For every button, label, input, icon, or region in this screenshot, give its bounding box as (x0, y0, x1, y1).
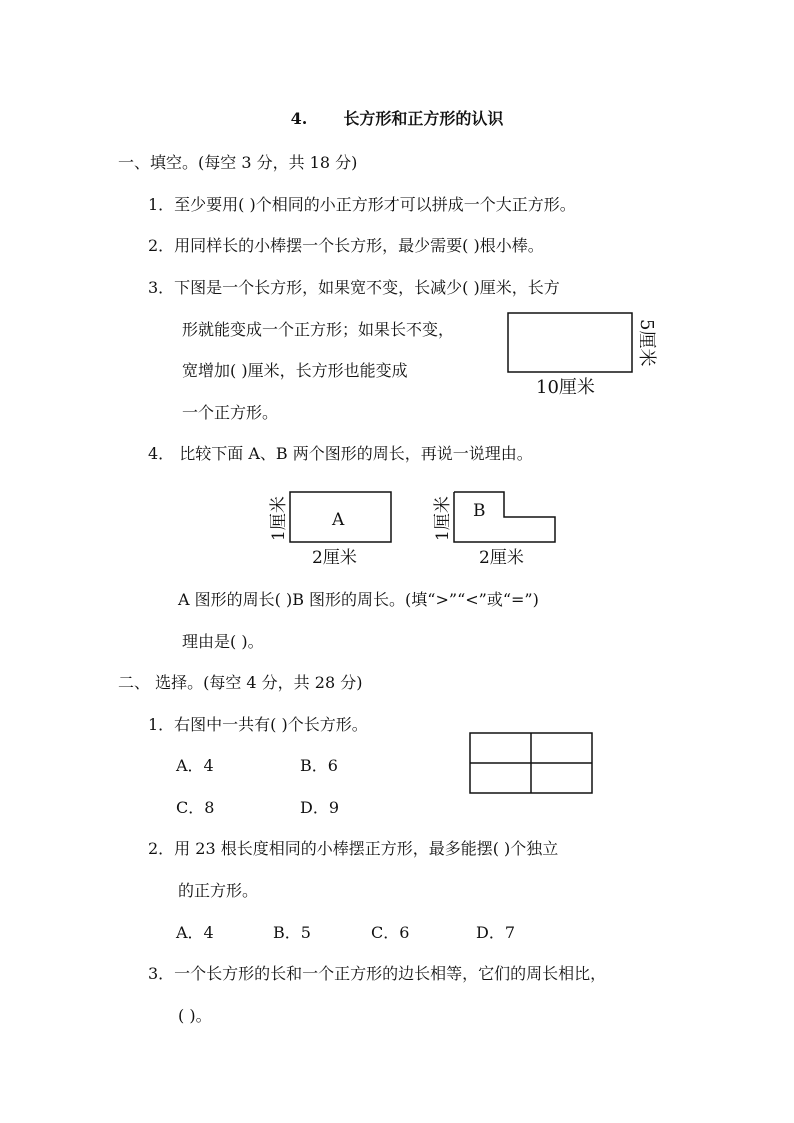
rectangle-width-label: 5厘米 (636, 319, 657, 367)
figure-a-side-label: 1厘米 (269, 496, 289, 541)
question-2-1-stem: 1．右图中一共有( )个长方形。 (148, 715, 368, 734)
question-1-2: 2．用同样长的小棒摆一个长方形，最少需要( )根小棒。 (148, 236, 544, 255)
option-2-1-b: B．6 (300, 756, 338, 775)
option-2-1-a: A．4 (176, 756, 214, 775)
option-2-1-d: D．9 (300, 798, 340, 817)
question-1-3-line3: 宽增加( )厘米，长方形也能变成 (182, 361, 408, 380)
figure-a-bottom-label: 2厘米 (312, 548, 357, 568)
rectangle-figure (500, 305, 670, 405)
question-2-2-line2: 的正方形。 (178, 881, 259, 900)
option-2-2-b: B．5 (273, 923, 311, 942)
question-1-3-line4: 一个正方形。 (182, 403, 279, 422)
figure-b-shape (454, 492, 555, 542)
option-2-2-d: D．7 (476, 923, 516, 942)
question-2-2-line1: 2．用 23 根长度相同的小棒摆正方形，最多能摆( )个独立 (148, 839, 559, 858)
figure-a-label: A (332, 510, 345, 530)
figure-b-bottom-label: 2厘米 (479, 548, 524, 568)
title-number: 4. (290, 109, 308, 128)
question-1-4-line2: A 图形的周长( )B 图形的周长。(填“>”“<”或“=”) (178, 590, 539, 609)
option-2-1-c: C．8 (176, 798, 215, 817)
question-1-1: 1．至少要用( )个相同的小正方形才可以拼成一个大正方形。 (148, 195, 576, 214)
question-1-4-line3: 理由是( )。 (182, 632, 264, 651)
option-2-2-c: C．6 (371, 923, 410, 942)
figure-a (262, 485, 402, 570)
option-2-2-a: A．4 (176, 923, 214, 942)
question-1-3-line2: 形就能变成一个正方形；如果长不变， (182, 320, 455, 339)
figure-b-side-label: 1厘米 (433, 496, 453, 541)
question-2-3-line1: 3．一个长方形的长和一个正方形的边长相等，它们的周长相比， (148, 964, 607, 983)
section-1-heading: 一、填空。(每空 3 分，共 18 分) (118, 153, 358, 172)
question-1-3-line1: 3．下图是一个长方形，如果宽不变，长减少( )厘米，长方 (148, 278, 560, 297)
rectangle-shape (508, 313, 632, 372)
page-title (0, 106, 794, 129)
grid-figure (468, 731, 596, 797)
title-text: 长方形和正方形的认识 (343, 109, 504, 128)
question-2-3-line2: ( )。 (178, 1006, 212, 1025)
section-2-heading: 二、 选择。(每空 4 分，共 28 分) (118, 673, 363, 692)
figure-b (428, 485, 568, 570)
question-1-4-line1: 4． 比较下面 A、B 两个图形的周长，再说一说理由。 (148, 444, 533, 463)
figure-b-label: B (473, 501, 486, 521)
rectangle-length-label: 10厘米 (536, 377, 595, 398)
